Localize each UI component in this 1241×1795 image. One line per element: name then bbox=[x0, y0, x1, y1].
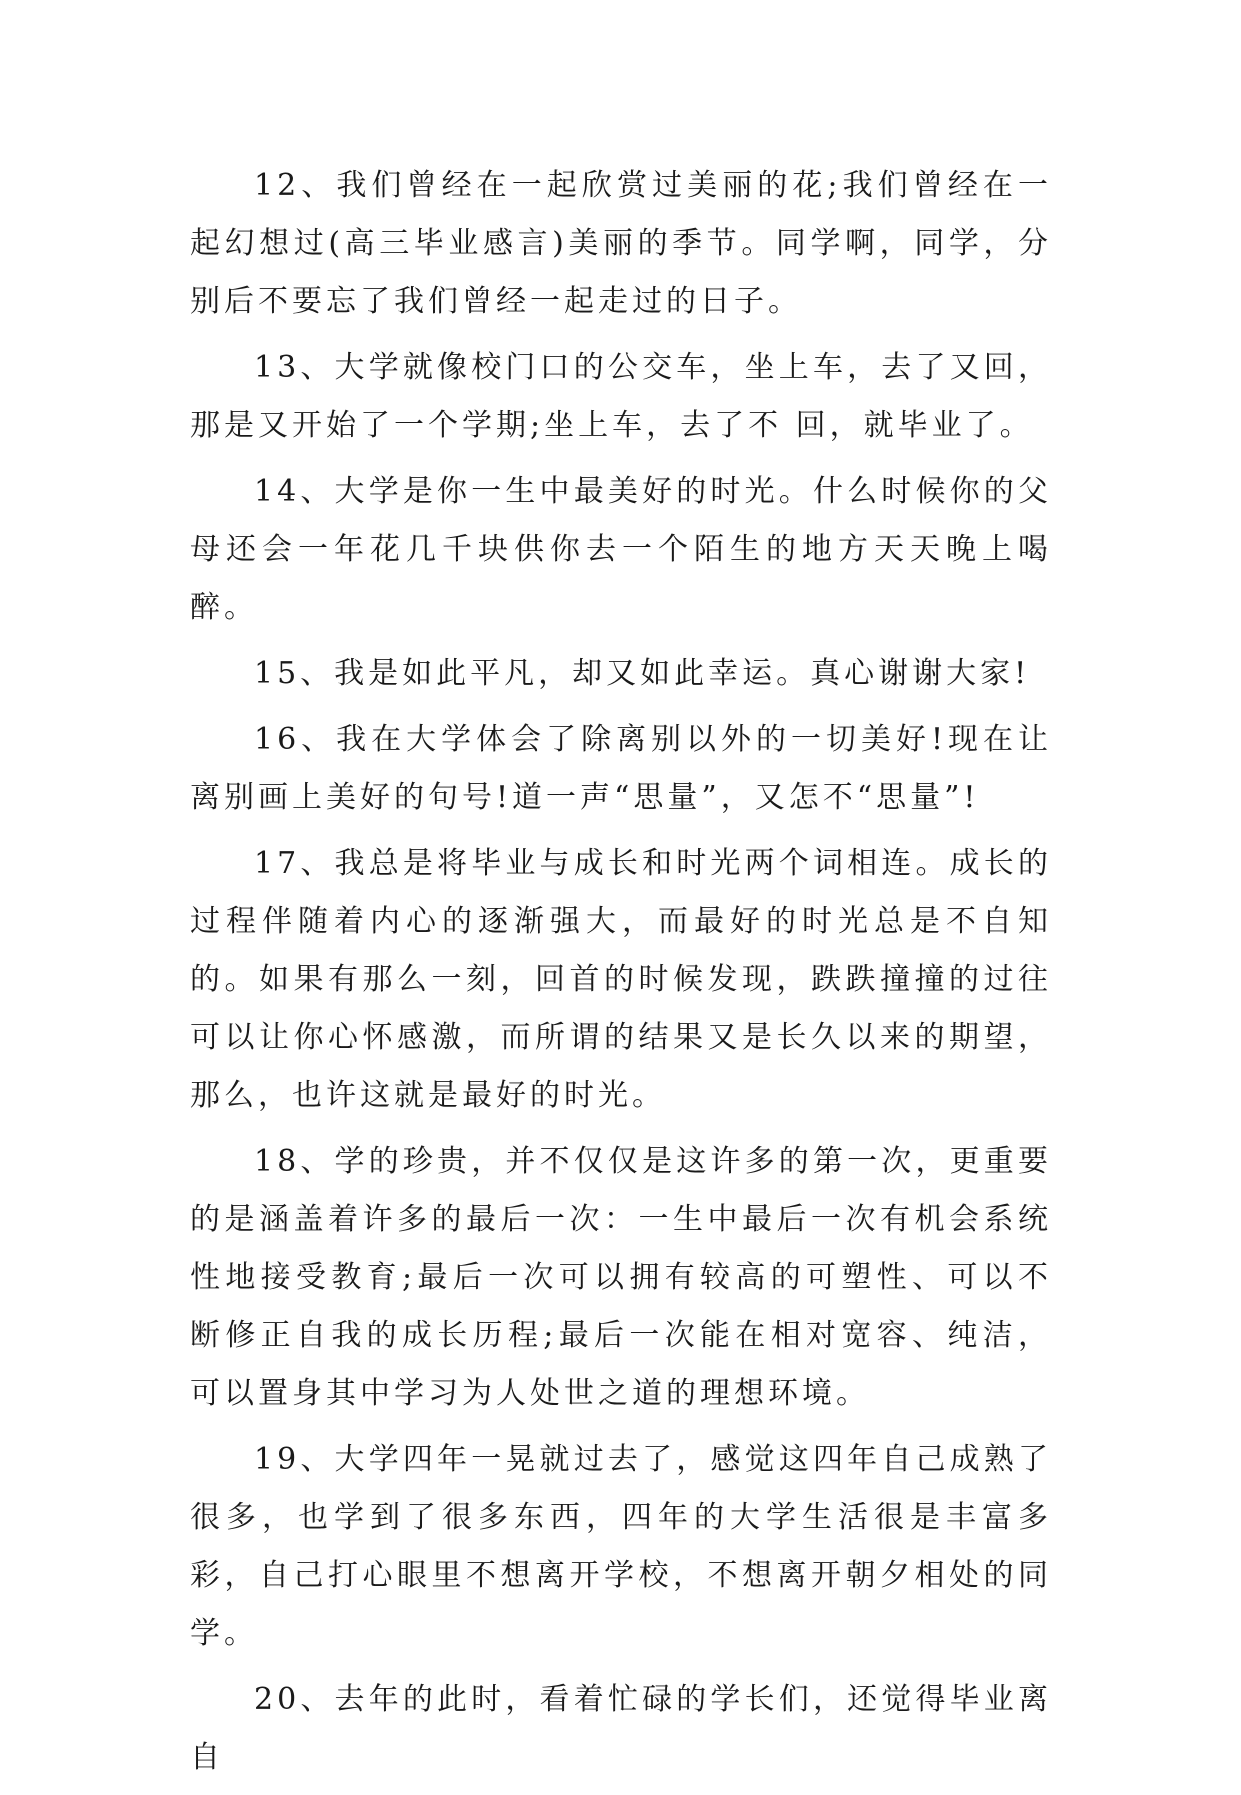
paragraph-20: 20、去年的此时，看着忙碌的学长们，还觉得毕业离自 bbox=[190, 1682, 1052, 1775]
paragraph-17: 17、我总是将毕业与成长和时光两个词相连。成长的过程伴随着内心的逐渐强大，而最好的时光总是不自知的。如果有那么一刻，回首的时候发现，跌跌撞撞的过往可以让你心怀感激，而所谓的结果又是长久以来的期望，那么，也许这就是最好的时光。 bbox=[190, 846, 1052, 1113]
paragraph-15: 15、我是如此平凡，却又如此幸运。真心谢谢大家! bbox=[254, 656, 1031, 691]
document-body bbox=[190, 157, 1052, 1795]
paragraph-12: 12、我们曾经在一起欣赏过美丽的花;我们曾经在一起幻想过(高三毕业感言)美丽的季节。同学啊，同学，分别后不要忘了我们曾经一起走过的日子。 bbox=[190, 168, 1052, 319]
paragraph-18: 18、学的珍贵，并不仅仅是这许多的第一次，更重要的是涵盖着许多的最后一次：一生中最后一次有机会系统性地接受教育;最后一次可以拥有较高的可塑性、可以不断修正自我的成长历程;最后一次能在相对宽容、纯洁，可以置身其中学习为人处世之道的理想环境。 bbox=[190, 1144, 1052, 1411]
paragraph-14: 14、大学是你一生中最美好的时光。什么时候你的父母还会一年花几千块供你去一个陌生的地方天天晚上喝醉。 bbox=[190, 474, 1052, 625]
paragraph-19: 19、大学四年一晃就过去了，感觉这四年自己成熟了很多，也学到了很多东西，四年的大学生活很是丰富多彩，自己打心眼里不想离开学校，不想离开朝夕相处的同学。 bbox=[190, 1442, 1052, 1651]
paragraph-13: 13、大学就像校门口的公交车，坐上车，去了又回，那是又开始了一个学期;坐上车，去了不 回，就毕业了。 bbox=[190, 350, 1052, 443]
paragraph-16: 16、我在大学体会了除离别以外的一切美好!现在让离别画上美好的句号!道一声“思量”，又怎不“思量”! bbox=[190, 722, 1052, 815]
